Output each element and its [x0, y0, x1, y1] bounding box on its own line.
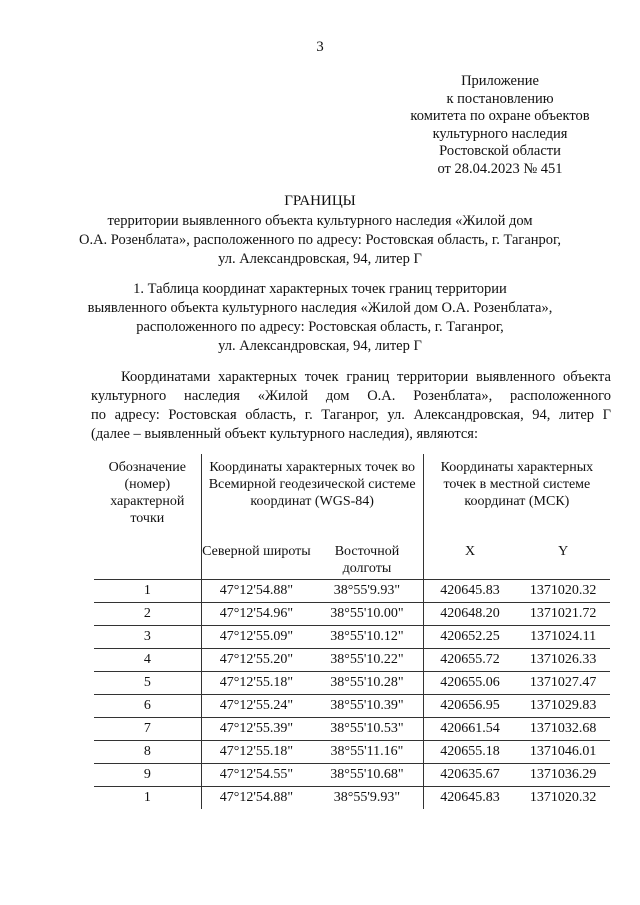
- intro-paragraph: [91, 368, 611, 444]
- cell-east: 38°55'10.00": [311, 603, 423, 626]
- appendix-line: Приложение: [461, 73, 539, 89]
- cell-north: 47°12'55.09": [201, 626, 311, 649]
- cell-x: 420655.72: [423, 649, 516, 672]
- intro-line: Координатами характерных точек границ территории выявленного объекта: [121, 369, 611, 385]
- subtitle-line: О.А. Розенблата», расположенного по адресу: Ростовская область, г. Таганрог,: [78, 232, 561, 248]
- cell-east: 38°55'10.68": [311, 764, 423, 787]
- subheader-north: Северной широты: [201, 537, 311, 580]
- cell-y: 1371024.11: [516, 626, 610, 649]
- table-title-line: расположенного по адресу: Ростовская область, г. Таганрог,: [136, 319, 504, 335]
- cell-y: 1371036.29: [516, 764, 610, 787]
- cell-east: 38°55'9.93": [311, 787, 423, 810]
- cell-north: 47°12'54.55": [201, 764, 311, 787]
- cell-east: 38°55'10.28": [311, 672, 423, 695]
- header-wgs: Координаты характерных точек во Всемирной геодезической системе координат (WGS-84): [201, 454, 423, 537]
- intro-line: по адресу: Ростовская область, г. Таганрог, ул. Александровская, 94, литер Г: [91, 407, 611, 423]
- cell-point: 4: [94, 649, 201, 672]
- appendix-date-line: от 28.04.2023 № 451: [437, 160, 563, 177]
- cell-x: 420655.18: [423, 741, 516, 764]
- cell-x: 420652.25: [423, 626, 516, 649]
- coordinates-table: [94, 454, 610, 809]
- appendix-line: к постановлению: [446, 90, 554, 107]
- intro-line: культурного наследия «Жилой дом О.А. Розенблата», расположенного: [91, 388, 611, 404]
- appendix-block: [370, 73, 630, 179]
- cell-x: 420655.06: [423, 672, 516, 695]
- cell-x: 420656.95: [423, 695, 516, 718]
- cell-north: 47°12'55.18": [201, 741, 311, 764]
- cell-y: 1371029.83: [516, 695, 610, 718]
- cell-east: 38°55'9.93": [311, 580, 423, 603]
- cell-y: 1371020.32: [516, 580, 610, 603]
- document-heading: ГРАНИЦЫ: [284, 193, 356, 209]
- appendix-line: комитета по охране объектов: [410, 108, 590, 125]
- cell-y: 1371026.33: [516, 649, 610, 672]
- page-number: 3: [316, 39, 324, 55]
- cell-y: 1371021.72: [516, 603, 610, 626]
- cell-point: 1: [94, 580, 201, 603]
- cell-east: 38°55'10.39": [311, 695, 423, 718]
- table-row: [94, 580, 610, 603]
- cell-east: 38°55'10.22": [311, 649, 423, 672]
- cell-y: 1371027.47: [516, 672, 610, 695]
- subtitle-line: территории выявленного объекта культурного наследия «Жилой дом: [107, 213, 533, 229]
- subheader-y: Y: [558, 544, 569, 559]
- subheader-east: Восточной долготы: [334, 544, 400, 576]
- table-title-line: 1. Таблица координат характерных точек границ территории: [133, 281, 507, 297]
- table-title-line: выявленного объекта культурного наследия «Жилой дом О.А. Розенблата»,: [87, 300, 553, 316]
- header-point: Обозначение (номер) характерной точки: [108, 460, 186, 526]
- cell-point: 9: [94, 764, 201, 787]
- table-title: [70, 280, 570, 356]
- cell-point: 7: [94, 718, 201, 741]
- cell-east: 38°55'11.16": [311, 741, 423, 764]
- cell-north: 47°12'55.20": [201, 649, 311, 672]
- cell-x: 420645.83: [423, 787, 516, 810]
- cell-point: 5: [94, 672, 201, 695]
- cell-east: 38°55'10.53": [311, 718, 423, 741]
- cell-x: 420648.20: [423, 603, 516, 626]
- cell-north: 47°12'55.18": [201, 672, 311, 695]
- table-row: [94, 741, 610, 764]
- table-row: [94, 626, 610, 649]
- table-row: [94, 672, 610, 695]
- table-row: [94, 649, 610, 672]
- table-header-row: [94, 454, 610, 537]
- cell-y: 1371020.32: [516, 787, 610, 810]
- cell-x: 420661.54: [423, 718, 516, 741]
- cell-point: 3: [94, 626, 201, 649]
- cell-y: 1371032.68: [516, 718, 610, 741]
- intro-line: (далее – выявленный объект культурного наследия), являются:: [91, 426, 479, 442]
- cell-north: 47°12'54.96": [201, 603, 311, 626]
- cell-north: 47°12'54.88": [201, 787, 311, 810]
- table-title-line: ул. Александровская, 94, литер Г: [218, 338, 422, 354]
- appendix-line: культурного наследия: [432, 125, 568, 142]
- cell-east: 38°55'10.12": [311, 626, 423, 649]
- cell-north: 47°12'54.88": [201, 580, 311, 603]
- cell-y: 1371046.01: [516, 741, 610, 764]
- appendix-line: Ростовской области: [439, 143, 561, 160]
- cell-x: 420645.83: [423, 580, 516, 603]
- cell-point: 1: [94, 787, 201, 810]
- cell-point: 6: [94, 695, 201, 718]
- cell-point: 8: [94, 741, 201, 764]
- table-row: [94, 764, 610, 787]
- table-row: [94, 718, 610, 741]
- subtitle-line: ул. Александровская, 94, литер Г: [218, 251, 422, 267]
- subheader-x: X: [423, 537, 516, 580]
- table-row: [94, 787, 610, 810]
- document-subtitle: [60, 212, 580, 269]
- cell-north: 47°12'55.39": [201, 718, 311, 741]
- table-row: [94, 695, 610, 718]
- table-row: [94, 603, 610, 626]
- cell-point: 2: [94, 603, 201, 626]
- header-msk: Координаты характерных точек в местной системе координат (МСК): [423, 454, 610, 537]
- cell-x: 420635.67: [423, 764, 516, 787]
- cell-north: 47°12'55.24": [201, 695, 311, 718]
